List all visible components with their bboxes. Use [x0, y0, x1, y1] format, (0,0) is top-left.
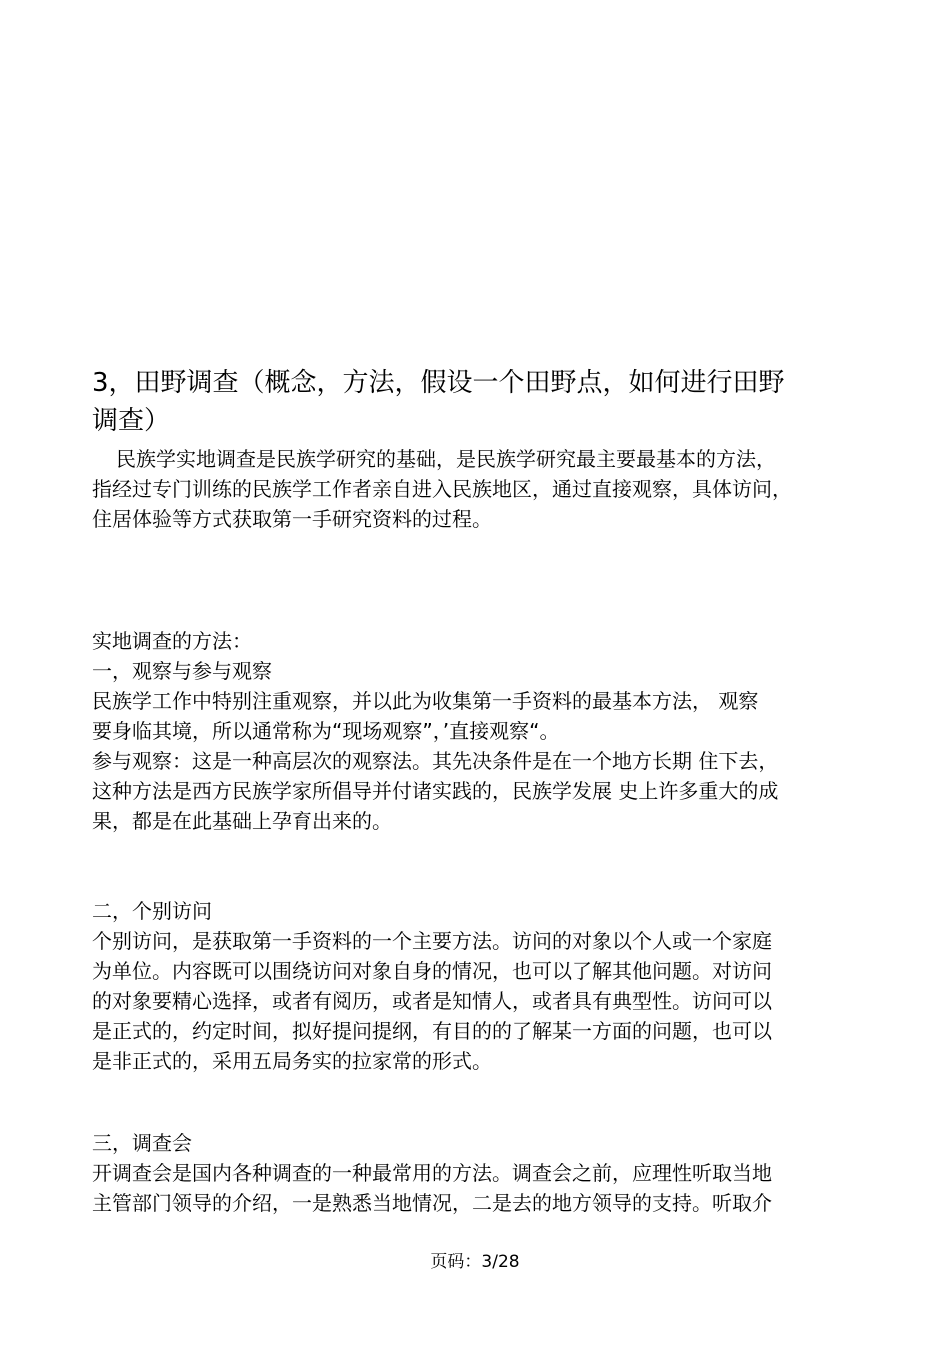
- page-content: [92, 364, 858, 1218]
- methods-title: 实地调查的方法：: [92, 629, 252, 653]
- subsection-title: 一，观察与参与观察: [92, 659, 272, 683]
- paragraph-line: 参与观察：这是一种高层次的观察法。其先决条件是在一个地方长期 住下去，: [92, 749, 779, 773]
- paragraph-line: 果，都是在此基础上孕育出来的。: [92, 809, 392, 833]
- interview-section: [92, 896, 858, 1076]
- subsection-title: 三，调查会: [92, 1131, 192, 1155]
- observation-section: [92, 656, 858, 836]
- paragraph-line: 是正式的，约定时间，拟好提问提纲，有目的的了解某一方面的问题，也可以: [92, 1019, 772, 1043]
- paragraph-line: 住居体验等方式获取第一手研究资料的过程。: [92, 507, 492, 531]
- paragraph-line: 开调查会是国内各种调查的一种最常用的方法。调查会之前，应理性听取当地: [92, 1161, 772, 1185]
- subsection-title: 二，个别访问: [92, 899, 212, 923]
- intro-paragraph: [92, 444, 858, 534]
- paragraph-line: 是非正式的，采用五局务实的拉家常的形式。: [92, 1049, 492, 1073]
- paragraph-line: 要身临其境，所以通常称为“现场观察”，’直接观察“。: [92, 719, 560, 743]
- meeting-section: [92, 1128, 858, 1218]
- paragraph-line: 民族学实地调查是民族学研究的基础，是民族学研究最主要最基本的方法，: [116, 447, 776, 471]
- paragraph-line: 的对象要精心选择，或者有阅历，或者是知情人，或者具有典型性。访问可以: [92, 989, 772, 1013]
- heading-line: 3，田野调查（概念，方法，假设一个田野点，如何进行田野: [92, 368, 785, 398]
- page-number: 页码：3/28: [430, 1252, 520, 1272]
- paragraph-line: 为单位。内容既可以围绕访问对象自身的情况，也可以了解其他问题。对访问: [92, 959, 772, 983]
- paragraph-line: 指经过专门训练的民族学工作者亲自进入民族地区，通过直接观察，具体访问，: [92, 477, 792, 501]
- paragraph-line: 主管部门领导的介绍，一是熟悉当地情况，二是去的地方领导的支持。听取介: [92, 1191, 772, 1215]
- paragraph-line: 个别访问，是获取第一手资料的一个主要方法。访问的对象以个人或一个家庭: [92, 929, 772, 953]
- section-heading: [92, 364, 858, 440]
- heading-line: 调查）: [92, 406, 171, 436]
- paragraph-line: 这种方法是西方民族学家所倡导并付诸实践的，民族学发展 史上许多重大的成: [92, 779, 779, 803]
- paragraph-line: 民族学工作中特别注重观察，并以此为收集第一手资料的最基本方法， 观察: [92, 689, 759, 713]
